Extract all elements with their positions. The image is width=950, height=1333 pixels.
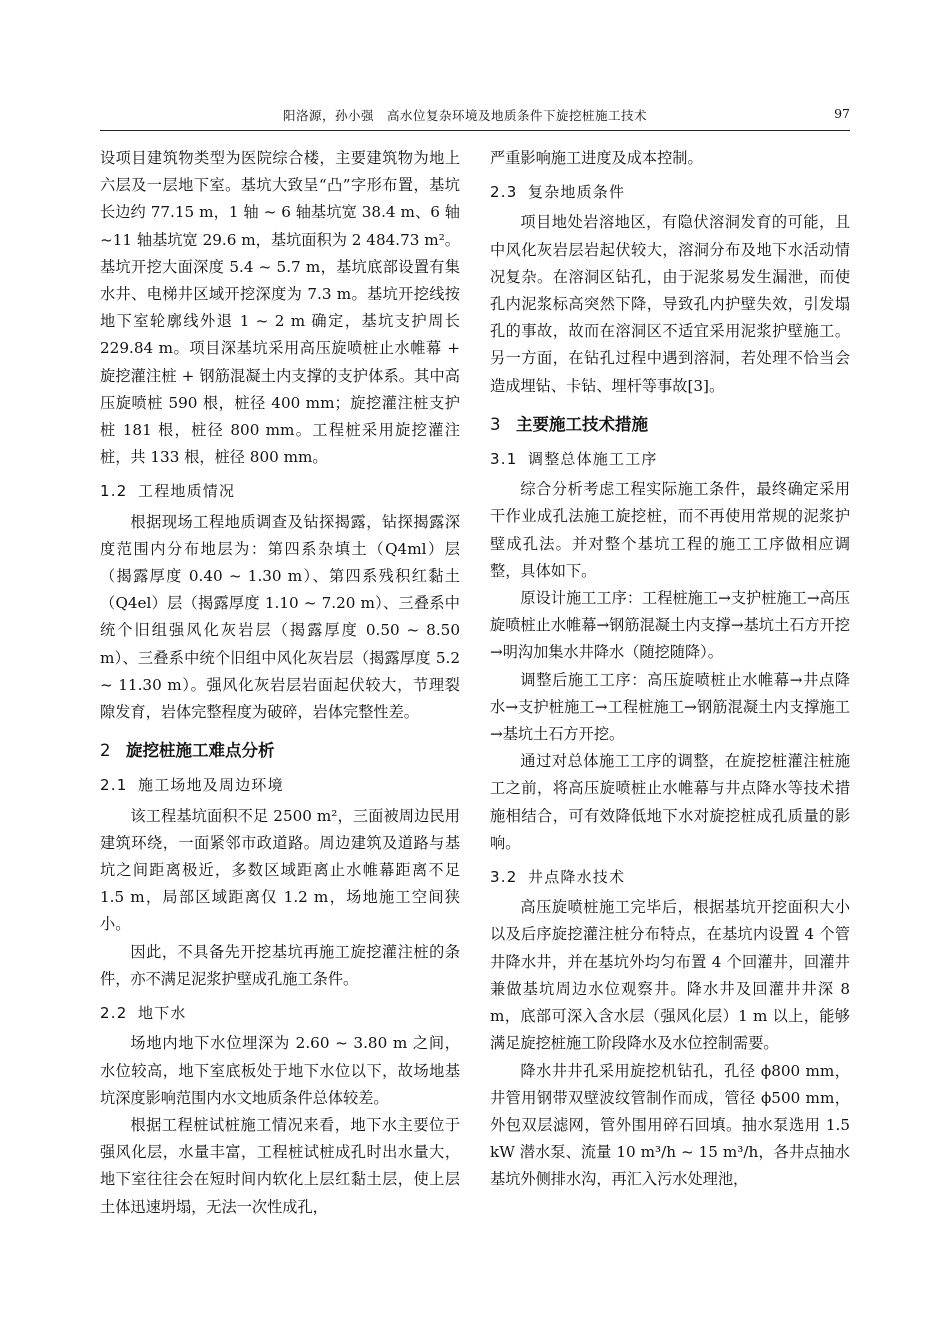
paragraph-geology: 根据现场工程地质调查及钻探揭露，钻探揭露深度范围内分布地层为：第四系杂填土（Q4ml）层（揭露厚度 0.40 ~ 1.30 m）、第四系残积红黏土（Q4el）层（揭露厚度 1.10 ~ 7.20 m）、三叠系中统个旧组强风化灰岩层（揭露厚度 0.50 ~ 8.50 m）、三叠系中统个旧组中风化灰岩层（揭露厚度 5.2 ~ 11.30 m）。强风化灰岩层岩面起伏较大，节理裂隙发育，岩体完整程度为破碎，岩体完整性差。	[100, 512, 460, 722]
heading-text: 旋挖桩施工难点分析	[126, 741, 275, 761]
heading-2-1	[100, 772, 460, 799]
heading-number: 3.1	[490, 450, 518, 469]
heading-3	[490, 411, 850, 438]
heading-text: 主要施工技术措施	[516, 414, 648, 434]
paragraph-project-overview: 设项目建筑物类型为医院综合楼，主要建筑物为地上六层及一层地下室。基坑大致呈“凸”字形布置，基坑长边约 77.15 m，1 轴 ~ 6 轴基坑宽 38.4 m、6 轴 ~11 轴基坑宽 29.6 m，基坑面积为 2 484.73 m²。基坑开挖大面深度 5.4 ~ 5.7 m，基坑底部设置有集水井、电梯井区域开挖深度为 7.3 m。基坑开挖线按地下室轮廓线外退 1 ~ 2 m 确定，基坑支护周长 229.84 m。项目深基坑采用高压旋喷桩止水帷幕 + 旋挖灌注桩 + 钢筋混凝土内支撑的支护体系。其中高压旋喷桩 590 根，桩径 400 mm；旋挖灌注桩支护桩 181 根，桩径 800 mm。工程桩采用旋挖灌注桩，共 133 根，桩径 800 mm。	[100, 149, 460, 467]
paragraph-method: 综合分析考虑工程实际施工条件，最终确定采用干作业成孔法施工旋挖桩，而不再使用常规的泥浆护壁成孔法。并对整个基坑工程的施工工序做相应调整，具体如下。	[490, 480, 850, 580]
heading-text: 复杂地质条件	[528, 183, 626, 202]
heading-number: 2.1	[100, 776, 128, 795]
paragraph-site-conclusion: 因此，不具备先开挖基坑再施工旋挖灌注桩的条件，亦不满足泥浆护壁成孔施工条件。	[100, 942, 460, 988]
heading-3-1	[490, 446, 850, 473]
heading-number: 2.2	[100, 1004, 128, 1023]
paragraph-well-drilling: 降水井井孔采用旋挖机钻孔，孔径 ϕ800 mm，井管用钢带双壁波纹管制作而成，管径 ϕ500 mm，外包双层滤网，管外围用碎石回填。抽水泵选用 1.5 kW 潜水泵、流量 10 m³/h ~ 15 m³/h，各井点抽水基坑外侧排水沟，再汇入污水处理池，	[490, 1061, 850, 1189]
heading-1-2	[100, 478, 460, 505]
heading-3-2	[490, 864, 850, 891]
heading-2	[100, 737, 460, 764]
heading-2-2	[100, 1000, 460, 1027]
heading-text: 调整总体施工工序	[528, 450, 658, 469]
paragraph-adjusted-sequence: 调整后施工工序：高压旋喷桩止水帷幕→井点降水→支护桩施工→工程桩施工→钢筋混凝土内支撑施工→基坑土石方开挖。	[490, 670, 850, 744]
header-title: 阳洛源，孙小强 高水位复杂环境及地质条件下旋挖桩施工技术	[283, 108, 648, 123]
paragraph-dewatering: 高压旋喷桩施工完毕后，根据基坑开挖面积大小以及后序旋挖灌注桩分布特点，在基坑内设置 4 个管井降水井，并在基坑外均匀布置 4 个回灌井，回灌井兼做基坑周边水位观察井。降水井及回灌井井深 8 m，底部可深入含水层（强风化层）1 m 以上，能够满足旋挖桩施工阶段降水及水位控制需要。	[490, 898, 850, 1053]
paragraph-site-environment: 该工程基坑面积不足 2500 m²，三面被周边民用建筑环绕，一面紧邻市政道路。周边建筑及道路与基坑之间距离极近，多数区域距离止水帷幕距离不足 1.5 m，局部区域距离仅 1.2 m，场地施工空间狭小。	[100, 806, 460, 934]
header-rule	[100, 130, 850, 131]
paragraph-original-sequence: 原设计施工工序：工程桩施工→支护桩施工→高压旋喷桩止水帷幕→钢筋混凝土内支撑→基坑土石方开挖→明沟加集水井降水（随挖随降）。	[490, 589, 850, 662]
running-header	[100, 106, 850, 128]
paragraph-groundwater: 场地内地下水位埋深为 2.60 ~ 3.80 m 之间，水位较高，地下室底板处于地下水位以下，故场地基坑深度影响范围内水文地质条件总体较差。	[100, 1034, 460, 1107]
paragraph-test-pile: 根据工程桩试桩施工情况来看，地下水主要位于强风化层，水量丰富，工程桩试桩成孔时出水量大，地下室往往会在短时间内软化上层红黏土层，使上层土体迅速坍塌，无法一次性成孔，	[100, 1115, 460, 1216]
heading-2-3	[490, 179, 850, 206]
left-column	[100, 145, 460, 1221]
heading-text: 地下水	[138, 1004, 187, 1023]
page-number: 97	[834, 106, 850, 121]
heading-number: 2	[100, 741, 111, 761]
paragraph-sequence-effect: 通过对总体施工工序的调整，在旋挖桩灌注桩施工之前，将高压旋喷桩止水帷幕与井点降水等技术措施相结合，可有效降低地下水对旋挖桩成孔质量的影响。	[490, 752, 850, 852]
paragraph-karst: 项目地处岩溶地区，有隐伏溶洞发育的可能，且中风化灰岩层岩起伏较大，溶洞分布及地下水活动情况复杂。在溶洞区钻孔，由于泥浆易发生漏泄，而使孔内泥浆标高突然下降，导致孔内护壁失效，引发塌孔的事故，故而在溶洞区不适宜采用泥浆护壁施工。另一方面，在钻孔过程中遇到溶洞，若处理不恰当会造成埋钻、卡钻、埋杆等事故[3]。	[490, 213, 850, 395]
heading-text: 工程地质情况	[138, 482, 236, 501]
heading-number: 1.2	[100, 482, 128, 501]
heading-number: 2.3	[490, 183, 518, 202]
right-column	[490, 145, 850, 1194]
heading-text: 井点降水技术	[528, 868, 626, 887]
heading-number: 3.2	[490, 868, 518, 887]
heading-number: 3	[490, 414, 501, 434]
heading-text: 施工场地及周边环境	[138, 776, 284, 795]
paragraph-continued: 严重影响施工进度及成本控制。	[490, 149, 703, 167]
